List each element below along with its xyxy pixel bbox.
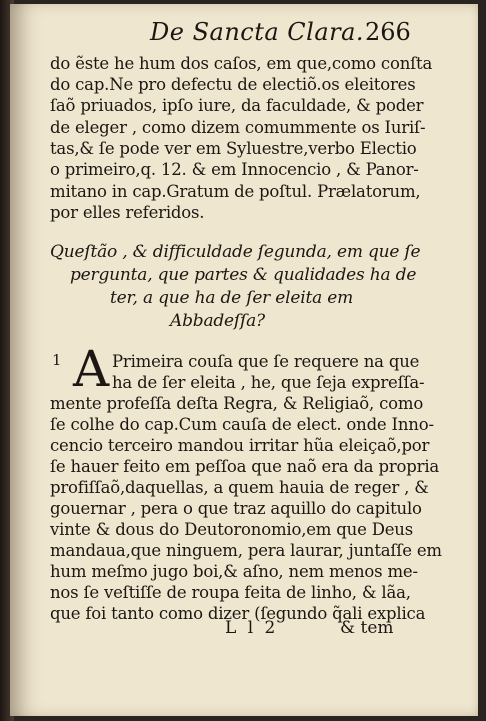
text-line: que foi tanto como dizer (ſegundo q̃ali explica [50,604,426,623]
page-number: 266 [365,18,411,46]
text-line: cencio terceiro mandou irritar hũa eleiçaõ,por [50,436,430,455]
text-line: de eleger , como dizem comummente os Iuriſ- [50,118,426,137]
heading-line: ter, a que ha de ſer eleita em [110,288,354,308]
text-line: o primeiro,q. 12. & em Innocencio , & Panor- [50,160,419,179]
heading-line: Abbadeſſa? [170,311,265,331]
text-line: tas,& ſe pode ver em Syluestre,verbo Electio [50,139,417,158]
paragraph-number: 1 [52,351,62,369]
text-line: ſaõ priuados, ipſo iure, da faculdade, & poder [50,96,424,115]
book-page [10,4,478,716]
text-line: nos ſe veſtiſſe de roupa feita de linho, & lãa, [50,583,411,602]
text-line: mente profeſſa deſta Regra, & Religiaõ, como [50,394,424,413]
running-title: De Sancta Clara. [150,18,365,46]
text-line: vinte & dous do Deutoronomio,em que Deus [50,520,413,539]
text-line: gouernar , pera o que traz aquillo do capitulo [50,499,422,518]
heading-line: Queſtão , & difficuldade ſegunda, em que ſe [50,242,421,262]
text-line: profiſſaõ,daquellas, a quem hauia de reger , & [50,478,429,497]
text-line: ſe hauer feito em peſſoa que naõ era da propria [50,457,440,476]
text-line: do cap.Ne pro defectu de electiõ.os eleitores [50,75,416,94]
signature-mark: L l 2 [225,618,279,638]
text-line: ha de ſer eleita , he, que ſeja expreſſa- [112,373,425,392]
catchword: & tem [340,618,394,638]
text-line: hum meſmo jugo boi,& aſno, nem menos me- [50,562,418,581]
text-line: Primeira couſa que ſe requere na que [112,352,420,371]
text-line: por elles referidos. [50,203,205,222]
text-line: do ẽste he hum dos caſos, em que,como conſta [50,54,433,73]
text-line: mitano in cap.Gratum de poſtul. Prælatorum, [50,182,421,201]
heading-line: pergunta, que partes & qualidades ha de [70,265,417,285]
text-line: ſe colhe do cap.Cum cauſa de elect. onde Inno- [50,415,434,434]
text-line: mandaua,que ninguem, pera laurar, juntaſſe em [50,541,442,560]
drop-capital: A [73,340,110,398]
